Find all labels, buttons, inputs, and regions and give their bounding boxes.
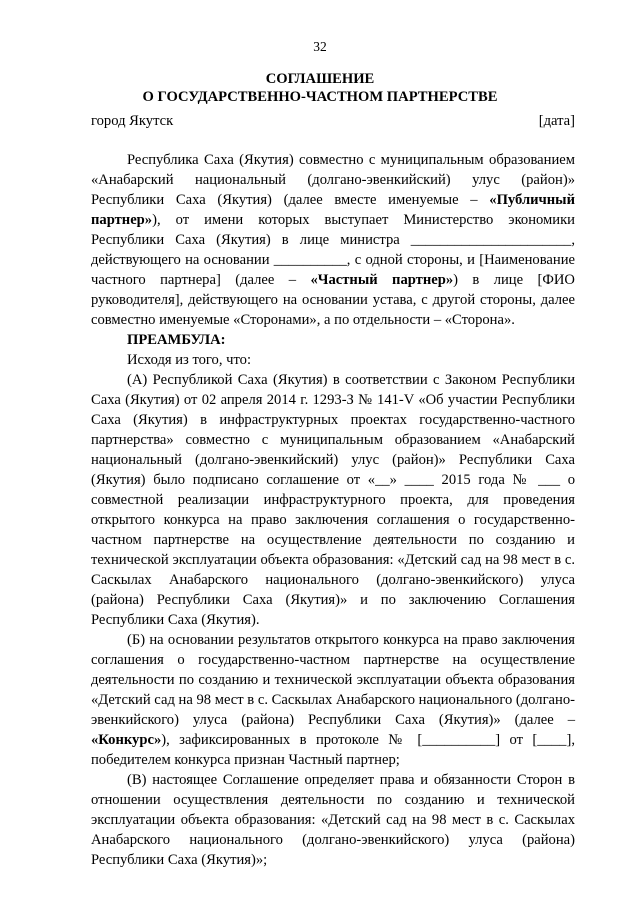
parties-text-1: Республика Саха (Якутия) совместно с муниципальным образованием «Анабарский национальный (долгано-эвенкийский) улус (район)» Республики Саха (Якутия) (далее вместе именуемые – [91,152,575,208]
date-placeholder: [дата] [538,113,575,129]
contest-term: «Конкурс» [91,732,162,748]
clause-a: (А) Республикой Саха (Якутия) в соответствии с Законом Республики Саха (Якутия) от 02 апреля 2014 г. 1293-З № 141-V «Об участии Республики Саха (Якутия) в инфраструктурных проектах государственно-частного партнерства» совместно с муниципальным образованием «Анабарский национальный (долгано-эвенкийский) улус (район)» Республики Саха (Якутия) было подписано соглашение от «__» ____ 2015 года № ___ о совместной реализации инфраструктурного проекта, для проведения открытого конкурса на право заключения соглашения о государственно-частном партнерстве на осуществление деятельности по созданию и технической эксплуатации объекта образования: «Детский сад на 98 мест в с. Саскылах Анабарского национального (долгано-эвенкийского) улуса (района) Республики Саха (Якутия)» и по заключению Соглашения Республики Саха (Якутия). [91,372,575,628]
parties-text-2: ), от имени которых выступает Министерство экономики Республики Саха (Якутия) в лице министра ______________________, действующего на основании __________, с одной стороны, и [Наименование частного партнера] (далее – [91,212,575,288]
public-partner-term: «Публичный партнер» [91,192,575,228]
parties-text-3: ) в лице [ФИО руководителя], действующего на основании устава, с другой стороны, далее совместно именуемые «Сторонами», а по отдельности – «Сторона». [91,272,575,328]
clause-b [91,630,575,770]
preamble-heading: ПРЕАМБУЛА: [127,332,226,348]
document-body [91,150,575,870]
private-partner-term: «Частный партнер» [310,272,454,288]
clause-b-text-1: (Б) на основании результатов открытого конкурса на право заключения соглашения о государственно-частном партнерстве на осуществление деятельности по созданию и технической эксплуатации объекта образования «Детский сад на 98 мест в с. Саскылах Анабарского национального (долгано-эвенкийского) улуса (района) Республики Саха (Якутия)» (далее – [91,632,575,728]
clause-c: (В) настоящее Соглашение определяет права и обязанности Сторон в отношении осуществления деятельности по созданию и технической эксплуатации объекта образования: «Детский сад на 98 мест в с. Саскылах Анабарского национального (долгано-эвенкийского) улуса (района) Республики Саха (Якутия)»; [91,772,575,868]
title-line-1: СОГЛАШЕНИЕ [265,71,375,87]
title-line-2: О ГОСУДАРСТВЕННО-ЧАСТНОМ ПАРТНЕРСТВЕ [142,89,498,105]
clause-b-text-2: ), зафиксированных в протоколе № [__________] от [____], победителем конкурса признан Частный партнер; [91,732,575,768]
document-title [0,70,640,106]
whereas-intro: Исходя из того, что: [127,352,252,368]
page-number: 32 [313,39,327,54]
parties-paragraph [91,150,575,330]
place-label: город Якутск [91,113,174,129]
